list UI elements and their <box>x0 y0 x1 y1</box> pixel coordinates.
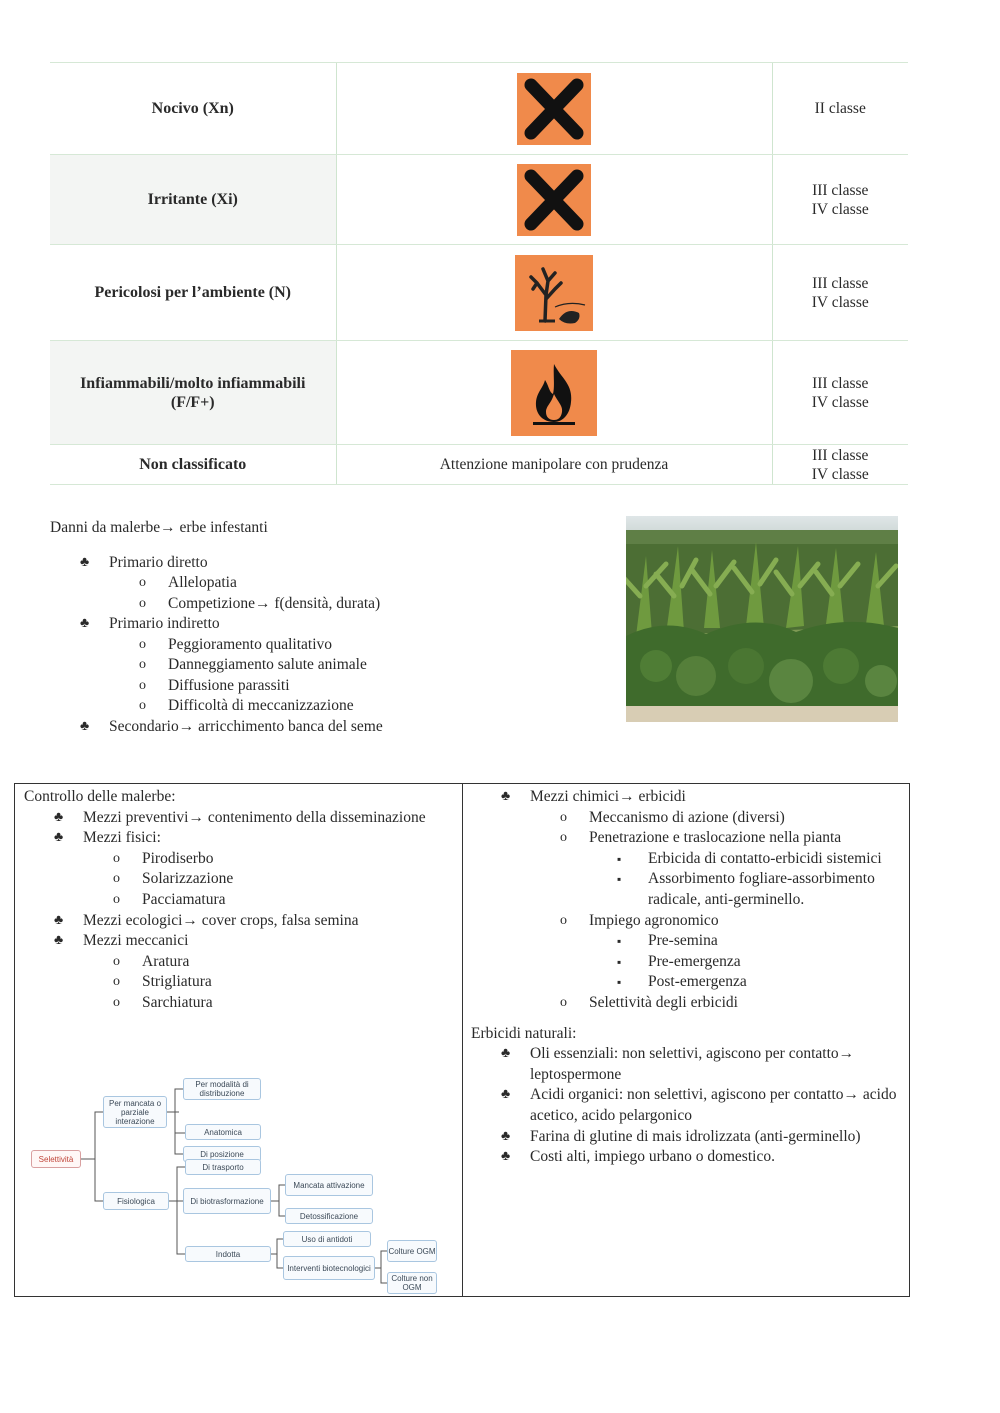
list-item: ▪ Assorbimento fogliare-assorbimento radicale, anti-germinello. <box>589 869 903 910</box>
weed-damage-list <box>50 553 610 738</box>
diagram-node-induced: Indotta <box>185 1246 271 1262</box>
selectivity-diagram <box>19 1070 449 1292</box>
list-item <box>50 614 610 717</box>
list-item-label: Penetrazione e traslocazione nella pianta <box>589 829 842 847</box>
list-item <box>530 911 903 993</box>
club-bullet-icon: ♣ <box>501 1046 511 1062</box>
club-bullet-icon: ♣ <box>54 933 64 949</box>
list-item: o Diffusione parassiti <box>109 676 610 697</box>
diagram-node-root: Selettività <box>31 1150 81 1168</box>
list-item-label: Farina di glutine di mais idrolizzata (anti-germinello) <box>530 1127 861 1145</box>
class-label: III classe <box>812 181 869 199</box>
list-item: o Competizione→ f(densità, durata) <box>109 594 610 615</box>
class-label: III classe <box>812 274 869 292</box>
list-item: ▪ Post-emergenza <box>589 972 903 993</box>
diagram-node-non-gmo-crops: Colture non OGM <box>387 1272 437 1294</box>
list-item-label: Mezzi fisici: <box>83 829 161 847</box>
class-label: II classe <box>814 100 866 117</box>
list-item-label: Oli essenziali: non selettivi, agiscono per contatto→ leptospermone <box>530 1045 855 1083</box>
list-item-label: Mezzi chimici→ erbicidi <box>530 788 686 805</box>
diagram-node-partial-interaction: Per mancata o parziale interazione <box>103 1096 167 1128</box>
club-bullet-icon: ♣ <box>54 809 64 825</box>
diagram-node-distribution: Per modalità di distribuzione <box>183 1078 261 1100</box>
club-bullet-icon: ♣ <box>80 554 90 570</box>
list-item <box>530 828 903 910</box>
list-item <box>471 1044 903 1085</box>
list-item: o Pacciamatura <box>83 890 456 911</box>
diagram-node-physiological: Fisiologica <box>103 1192 169 1210</box>
list-item-label: Primario indiretto <box>109 615 220 632</box>
diagram-node-detoxification: Detossificazione <box>285 1208 373 1224</box>
control-left-column <box>24 787 456 1014</box>
club-bullet-icon: ♣ <box>54 830 64 846</box>
list-item: o Difficoltà di meccanizzazione <box>109 696 610 717</box>
natural-herbicides-list <box>471 1044 903 1168</box>
hazard-name: Pericolosi per l’ambiente (N) <box>50 245 336 341</box>
hazard-classification-table <box>50 62 908 485</box>
chemical-methods-list <box>471 787 903 1014</box>
x-cross-icon <box>517 164 591 236</box>
list-item: o Danneggiamento salute animale <box>109 655 610 676</box>
list-item: o Sarchiatura <box>83 993 456 1014</box>
class-label: IV classe <box>811 465 869 483</box>
hazard-name: Nocivo (Xn) <box>50 63 336 155</box>
list-item <box>24 931 456 1013</box>
hazard-class <box>772 245 908 341</box>
diagram-node-no-activation: Mancata attivazione <box>285 1174 373 1196</box>
natural-herbicides-title: Erbicidi naturali: <box>471 1024 577 1042</box>
hazard-symbol-cell <box>336 341 772 445</box>
hazard-name: Non classificato <box>50 445 336 485</box>
list-item: o Solarizzazione <box>83 869 456 890</box>
hazard-note: Attenzione manipolare con prudenza <box>336 445 772 485</box>
hazard-symbol-cell <box>336 245 772 341</box>
list-item-label: Mezzi ecologici→ cover crops, falsa semina <box>83 911 359 929</box>
class-label: IV classe <box>811 200 869 218</box>
diagram-node-position: Di posizione <box>183 1146 261 1162</box>
hazard-class <box>772 341 908 445</box>
list-item <box>24 808 456 829</box>
list-item <box>24 828 456 910</box>
x-cross-icon <box>517 73 591 145</box>
hazard-symbol-cell <box>336 63 772 155</box>
class-label: IV classe <box>811 393 869 411</box>
list-item: ▪ Pre-semina <box>589 931 903 952</box>
diagram-node-gmo-crops: Colture OGM <box>387 1240 437 1262</box>
hazard-row-ambiente <box>50 245 908 341</box>
club-bullet-icon: ♣ <box>501 1149 511 1165</box>
class-label: III classe <box>812 446 869 464</box>
list-item-label: Mezzi meccanici <box>83 932 189 950</box>
club-bullet-icon: ♣ <box>54 912 64 928</box>
hazard-row-nocivo <box>50 63 908 155</box>
weed-damage-heading: Danni da malerbe→ erbe infestanti <box>50 519 268 536</box>
list-item <box>24 911 456 932</box>
hazard-name: Irritante (Xi) <box>50 155 336 245</box>
list-item-label: Primario diretto <box>109 553 208 571</box>
list-item-label: Mezzi preventivi→ contenimento della disseminazione <box>83 808 426 826</box>
list-item <box>471 787 903 1014</box>
column-divider <box>462 784 463 1296</box>
list-item: o Aratura <box>83 952 456 973</box>
weed-infested-field-photo <box>626 516 898 722</box>
hazard-row-infiammabili <box>50 341 908 445</box>
diagram-node-biotech: Interventi biotecnologici <box>283 1256 375 1280</box>
club-bullet-icon: ♣ <box>501 789 511 804</box>
control-right-column <box>471 787 903 1168</box>
hazard-class <box>772 63 908 155</box>
list-item: o Strigliatura <box>83 972 456 993</box>
hazard-symbol-cell <box>336 155 772 245</box>
list-item-label: Secondario→ arricchimento banca del seme <box>109 717 383 735</box>
class-label: IV classe <box>811 293 869 311</box>
list-item: o Selettività degli erbicidi <box>530 993 903 1014</box>
list-item: o Allelopatia <box>109 573 610 594</box>
list-item: ▪ Erbicida di contatto-erbicidi sistemici <box>589 849 903 870</box>
diagram-node-anatomical: Anatomica <box>185 1124 261 1140</box>
list-item <box>471 1085 903 1126</box>
list-item: o Meccanismo di azione (diversi) <box>530 808 903 829</box>
club-bullet-icon: ♣ <box>80 718 90 734</box>
control-title: Controllo delle malerbe: <box>24 788 176 805</box>
list-item-label: Costi alti, impiego urbano o domestico. <box>530 1148 775 1166</box>
list-item <box>50 553 610 615</box>
hazard-row-non-classificato <box>50 445 908 485</box>
hazard-class <box>772 445 908 485</box>
list-item: o Peggioramento qualitativo <box>109 635 610 656</box>
weed-damage-section <box>50 518 610 737</box>
list-item: ▪ Pre-emergenza <box>589 952 903 973</box>
club-bullet-icon: ♣ <box>501 1128 511 1144</box>
list-item: o Pirodiserbo <box>83 849 456 870</box>
diagram-node-antidotes: Uso di antidoti <box>283 1231 371 1247</box>
hazard-row-irritante <box>50 155 908 245</box>
list-item-label: Impiego agronomico <box>589 911 719 929</box>
list-item-label: Acidi organici: non selettivi, agiscono per contatto→ acido acetico, acido pelargonico <box>530 1086 897 1124</box>
control-methods-list <box>24 808 456 1014</box>
dead-tree-icon <box>515 255 593 331</box>
hazard-name: Infiammabili/molto infiammabili (F/F+) <box>50 341 336 445</box>
flame-icon <box>511 350 597 436</box>
weed-control-box <box>14 783 910 1297</box>
diagram-node-biotransformation: Di biotrasformazione <box>183 1188 271 1214</box>
club-bullet-icon: ♣ <box>80 616 90 631</box>
list-item <box>471 1127 903 1148</box>
list-item <box>50 717 610 738</box>
list-item <box>471 1147 903 1168</box>
hazard-class <box>772 155 908 245</box>
club-bullet-icon: ♣ <box>501 1087 511 1103</box>
diagram-node-transport: Di trasporto <box>185 1159 261 1175</box>
class-label: III classe <box>812 374 869 392</box>
